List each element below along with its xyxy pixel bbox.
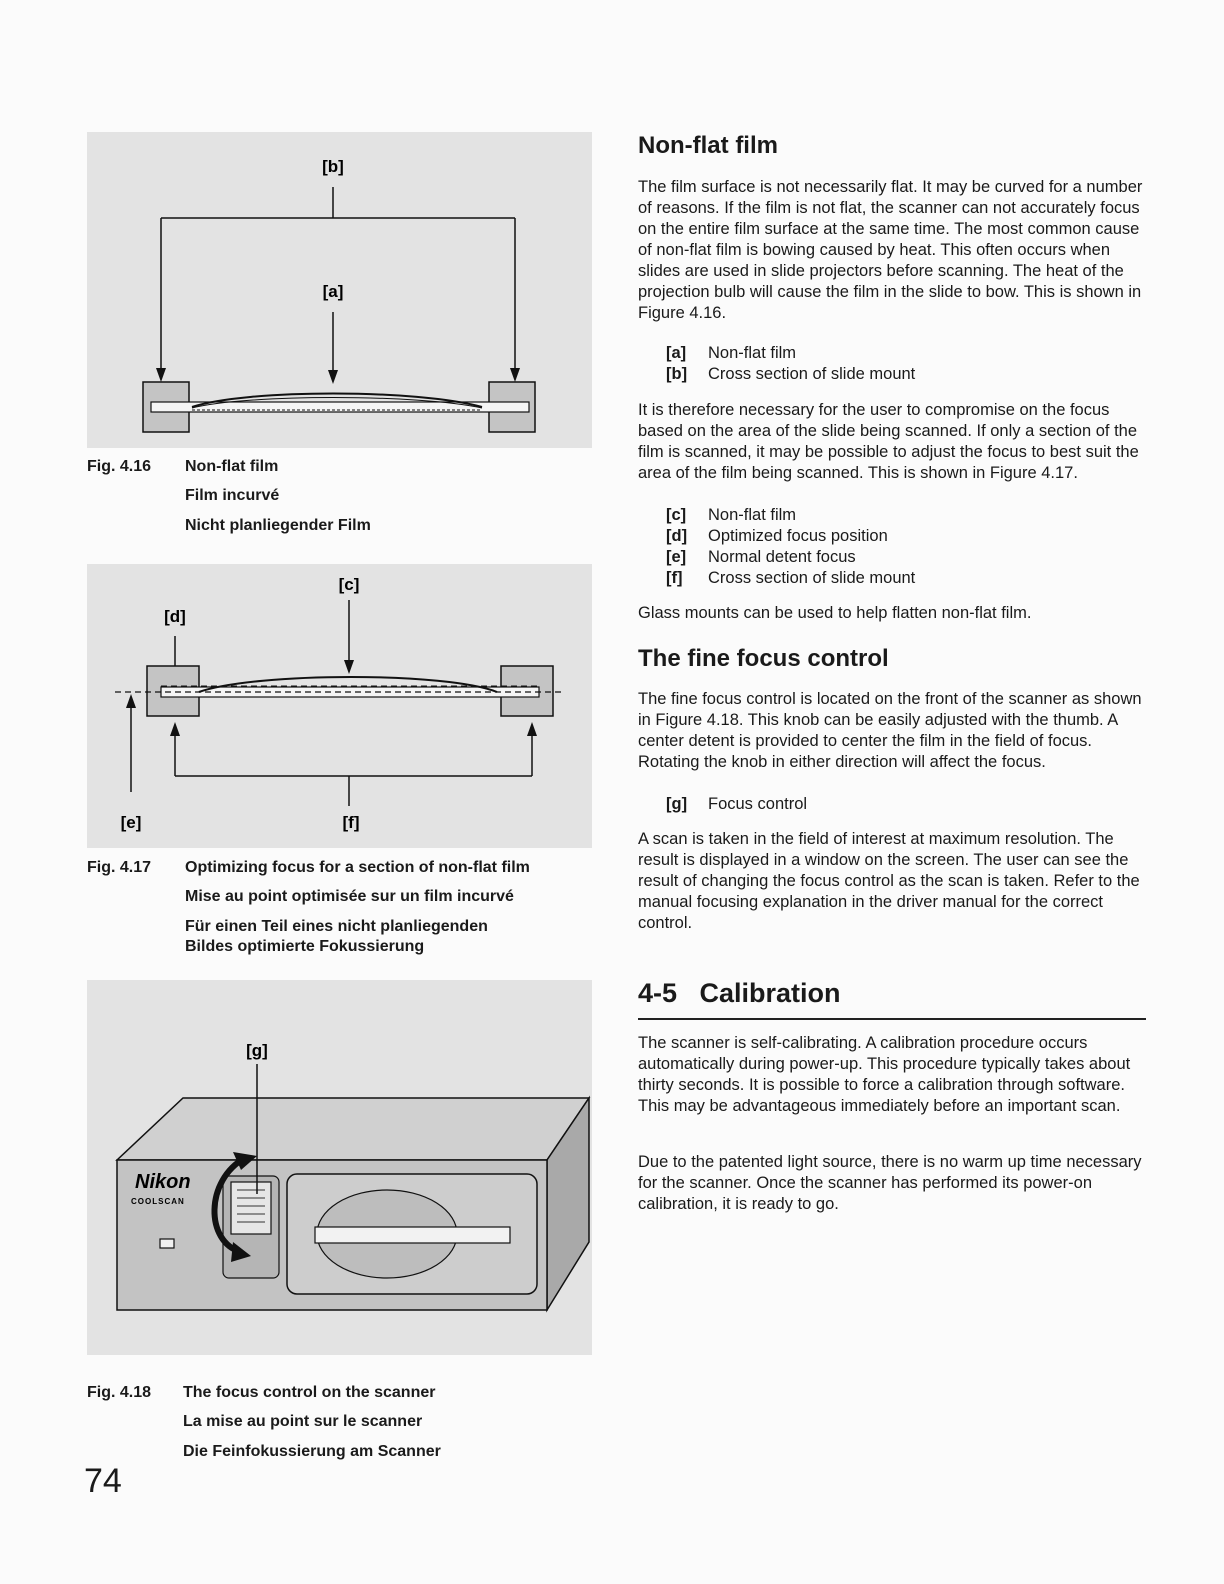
paragraph: Due to the patented light source, there is no warm up time necessary for the scanner. Once the scanner has performed its power-on calibration, it is ready to go. [638, 1153, 1142, 1213]
list-text: Non-flat film [708, 506, 797, 524]
paragraph: A scan is taken in the field of interest at maximum resolution. The result is displayed in a window on the screen. The user can see the result of changing the focus control as the scan is taken. Refer to the manual focusing explanation in the driver manual for the correct control. [638, 830, 1140, 932]
page-number: 74 [84, 1462, 122, 1500]
caption-line: Mise au point optimisée sur un film incurvé [185, 888, 514, 905]
model-name: COOLSCAN [131, 1197, 185, 1206]
list-item [666, 526, 888, 547]
caption-fig-4-16 [87, 458, 597, 548]
paragraph: It is therefore necessary for the user to compromise on the focus based on the area of the slide being scanned. If only a section of the film is scanned, it may be possible to adjust the focus to best suit the area of the film being scanned. This is shown in Figure 4.17. [638, 401, 1139, 482]
list-item [666, 505, 796, 526]
list-text: Optimized focus position [708, 527, 888, 545]
paragraph: The scanner is self-calibrating. A calibration procedure occurs automatically during power-up. This procedure typically takes about thirty seconds. It is possible to force a calibration through software. This may be advantageous immediately before an important scan. [638, 1034, 1131, 1115]
list-item [666, 364, 915, 385]
caption-number: Fig. 4.18 [87, 1384, 152, 1401]
list-key: [c] [666, 506, 687, 524]
caption-line: Film incurvé [185, 487, 280, 504]
caption-line: Bildes optimierte Fokussierung [185, 938, 425, 955]
list-key: [f] [666, 569, 683, 587]
caption-line: Non-flat film [185, 458, 279, 475]
label-a: [a] [322, 282, 344, 301]
list-item [666, 547, 856, 568]
list-text: Non-flat film [708, 344, 797, 362]
paragraph: The fine focus control is located on the front of the scanner as shown in Figure 4.18. This knob can be easily adjusted with the thumb. A center detent is provided to center the film in the field of focus. Rotating the knob in either direction will affect the focus. [638, 690, 1142, 771]
list-text: Focus control [708, 795, 808, 813]
heading-non-flat-film: Non-flat film [638, 132, 778, 159]
list-text: Normal detent focus [708, 548, 856, 566]
heading-fine-focus-control: The fine focus control [638, 645, 889, 672]
non-flat-film-diagram [87, 132, 592, 448]
caption-number: Fig. 4.17 [87, 859, 152, 876]
caption-fig-4-17 [87, 859, 597, 969]
list-key: [b] [666, 365, 688, 383]
caption-line: Nicht planliegender Film [185, 517, 371, 534]
figure-4-17 [87, 564, 592, 848]
caption-number: Fig. 4.16 [87, 458, 152, 475]
section-divider [638, 1018, 1146, 1020]
caption-fig-4-18 [87, 1384, 597, 1474]
label-c: [c] [338, 575, 360, 594]
caption-line: The focus control on the scanner [183, 1384, 436, 1401]
paragraph: Glass mounts can be used to help flatten non-flat film. [638, 604, 1032, 622]
focus-optimization-diagram [87, 564, 592, 848]
figure-4-16 [87, 132, 592, 448]
list-text: Cross section of slide mount [708, 365, 916, 383]
figure-4-18 [87, 980, 592, 1355]
heading-calibration: 4-5 Calibration [638, 978, 841, 1008]
label-g: [g] [246, 1041, 268, 1060]
list-key: [d] [666, 527, 688, 545]
list-item [666, 568, 915, 589]
label-b: [b] [322, 157, 344, 176]
label-f: [f] [342, 813, 360, 832]
scanner-illustration [87, 980, 592, 1355]
list-item [666, 794, 807, 815]
caption-line: Optimizing focus for a section of non-flat film [185, 859, 530, 876]
caption-line: Für einen Teil eines nicht planliegenden [185, 918, 488, 935]
brand-logo: Nikon [135, 1171, 191, 1193]
paragraph: The film surface is not necessarily flat. It may be curved for a number of reasons. If the film is not flat, the scanner can not accurately focus on the entire film surface at the same time. The most common cause of non-flat film is bowing caused by heat. This often occurs when slides are used in slide projectors before scanning. The heat of the projection bulb will cause the film in the slide to bow. This is shown in Figure 4.16. [638, 178, 1143, 322]
list-item [666, 343, 796, 364]
label-d: [d] [164, 607, 186, 626]
list-key: [g] [666, 795, 688, 813]
list-key: [a] [666, 344, 687, 362]
label-e: [e] [120, 813, 142, 832]
caption-line: La mise au point sur le scanner [183, 1413, 423, 1430]
list-text: Cross section of slide mount [708, 569, 916, 587]
list-key: [e] [666, 548, 687, 566]
caption-line: Die Feinfokussierung am Scanner [183, 1443, 441, 1460]
